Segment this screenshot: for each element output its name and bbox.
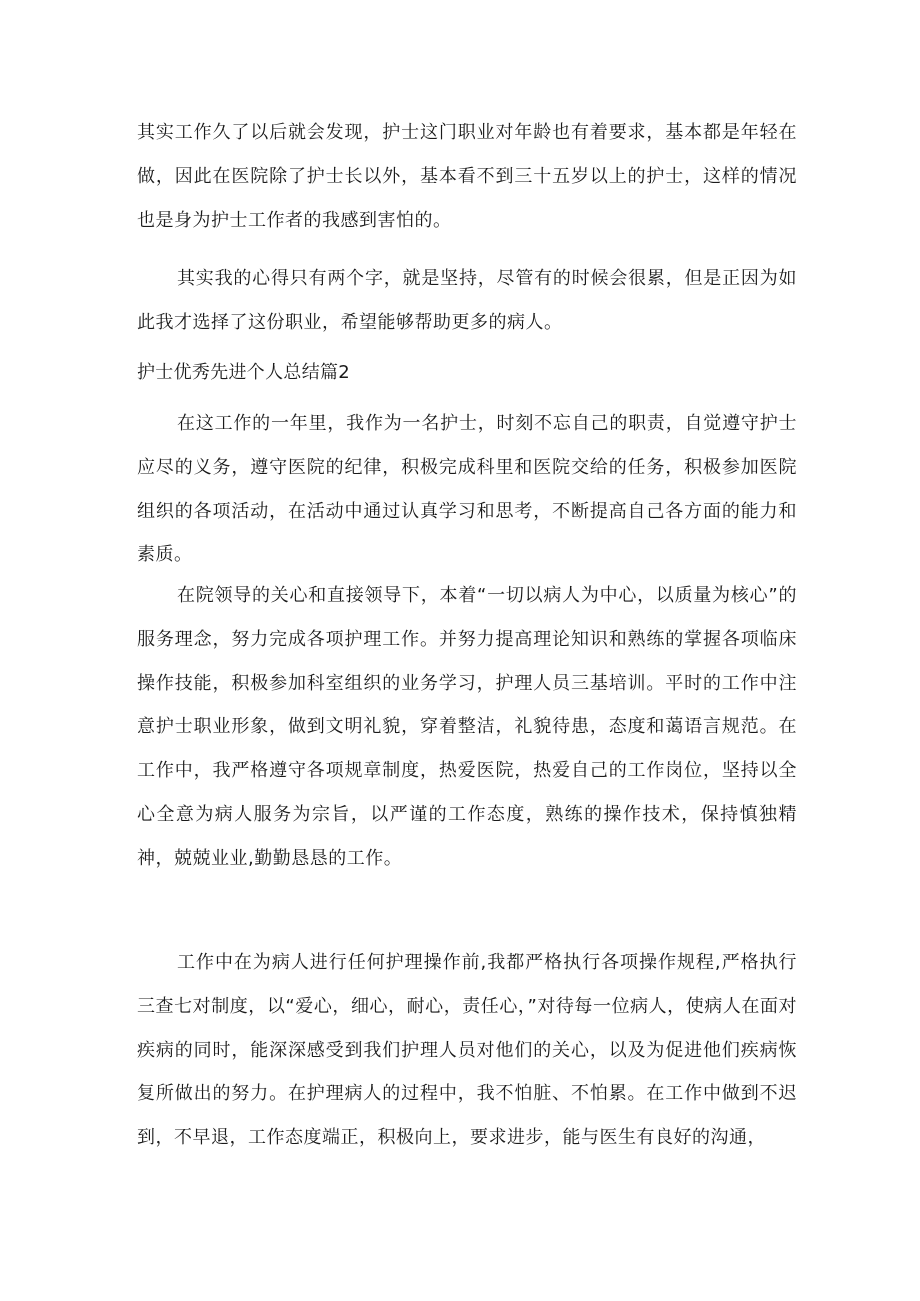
paragraph-age-requirement: 其实工作久了以后就会发现，护士这门职业对年龄也有着要求，基本都是年轻在做，因此在医院除了护士长以外，基本看不到三十五岁以上的护士，这样的情况也是身为护士工作者的我感到害怕的。 — [137, 122, 797, 231]
paragraph-nursing-operations: 工作中在为病人进行任何护理操作前,我都严格执行各项操作规程,严格执行三查七对制度，以“爱心，细心，耐心，责任心，”对待每一位病人，使病人在面对疾病的同时，能深深感受到我们护理人员对他们的关心，以及为促进他们疾病恢复所做出的努力。在护理病人的过程中，我不怕脏、不怕累。在工作中做到不迟到，不早退，工作态度端正，积极向上，要求进步，能与医生有良好的沟通， — [137, 952, 797, 1149]
paragraph-persistence: 其实我的心得只有两个字，就是坚持，尽管有的时候会很累，但是正因为如此我才选择了这份职业，希望能够帮助更多的病人。 — [137, 268, 797, 333]
paragraph-duties: 在这工作的一年里，我作为一名护士，时刻不忘自己的职责，自觉遵守护士应尽的义务，遵守医院的纪律，积极完成科里和医院交给的任务，积极参加医院组织的各项活动，在活动中通过认真学习和思考，不断提高自己各方面的能力和素质。 — [137, 413, 797, 566]
paragraph-service-philosophy: 在院领导的关心和直接领导下，本着“一切以病人为中心，以质量为核心”的服务理念，努力完成各项护理工作。并努力提高理论知识和熟练的掌握各项临床操作技能，积极参加科室组织的业务学习，护理人员三基培训。平时的工作中注意护士职业形象，做到文明礼貌，穿着整洁，礼貌待患，态度和蔼语言规范。在工作中，我严格遵守各项规章制度，热爱医院，热爱自己的工作岗位，坚持以全心全意为病人服务为宗旨，以严谨的工作态度，熟练的操作技术，保持慎独精神，兢兢业业,勤勤恳恳的工作。 — [137, 585, 797, 869]
section-heading: 护士优秀先进个人总结篇2 — [137, 362, 351, 383]
